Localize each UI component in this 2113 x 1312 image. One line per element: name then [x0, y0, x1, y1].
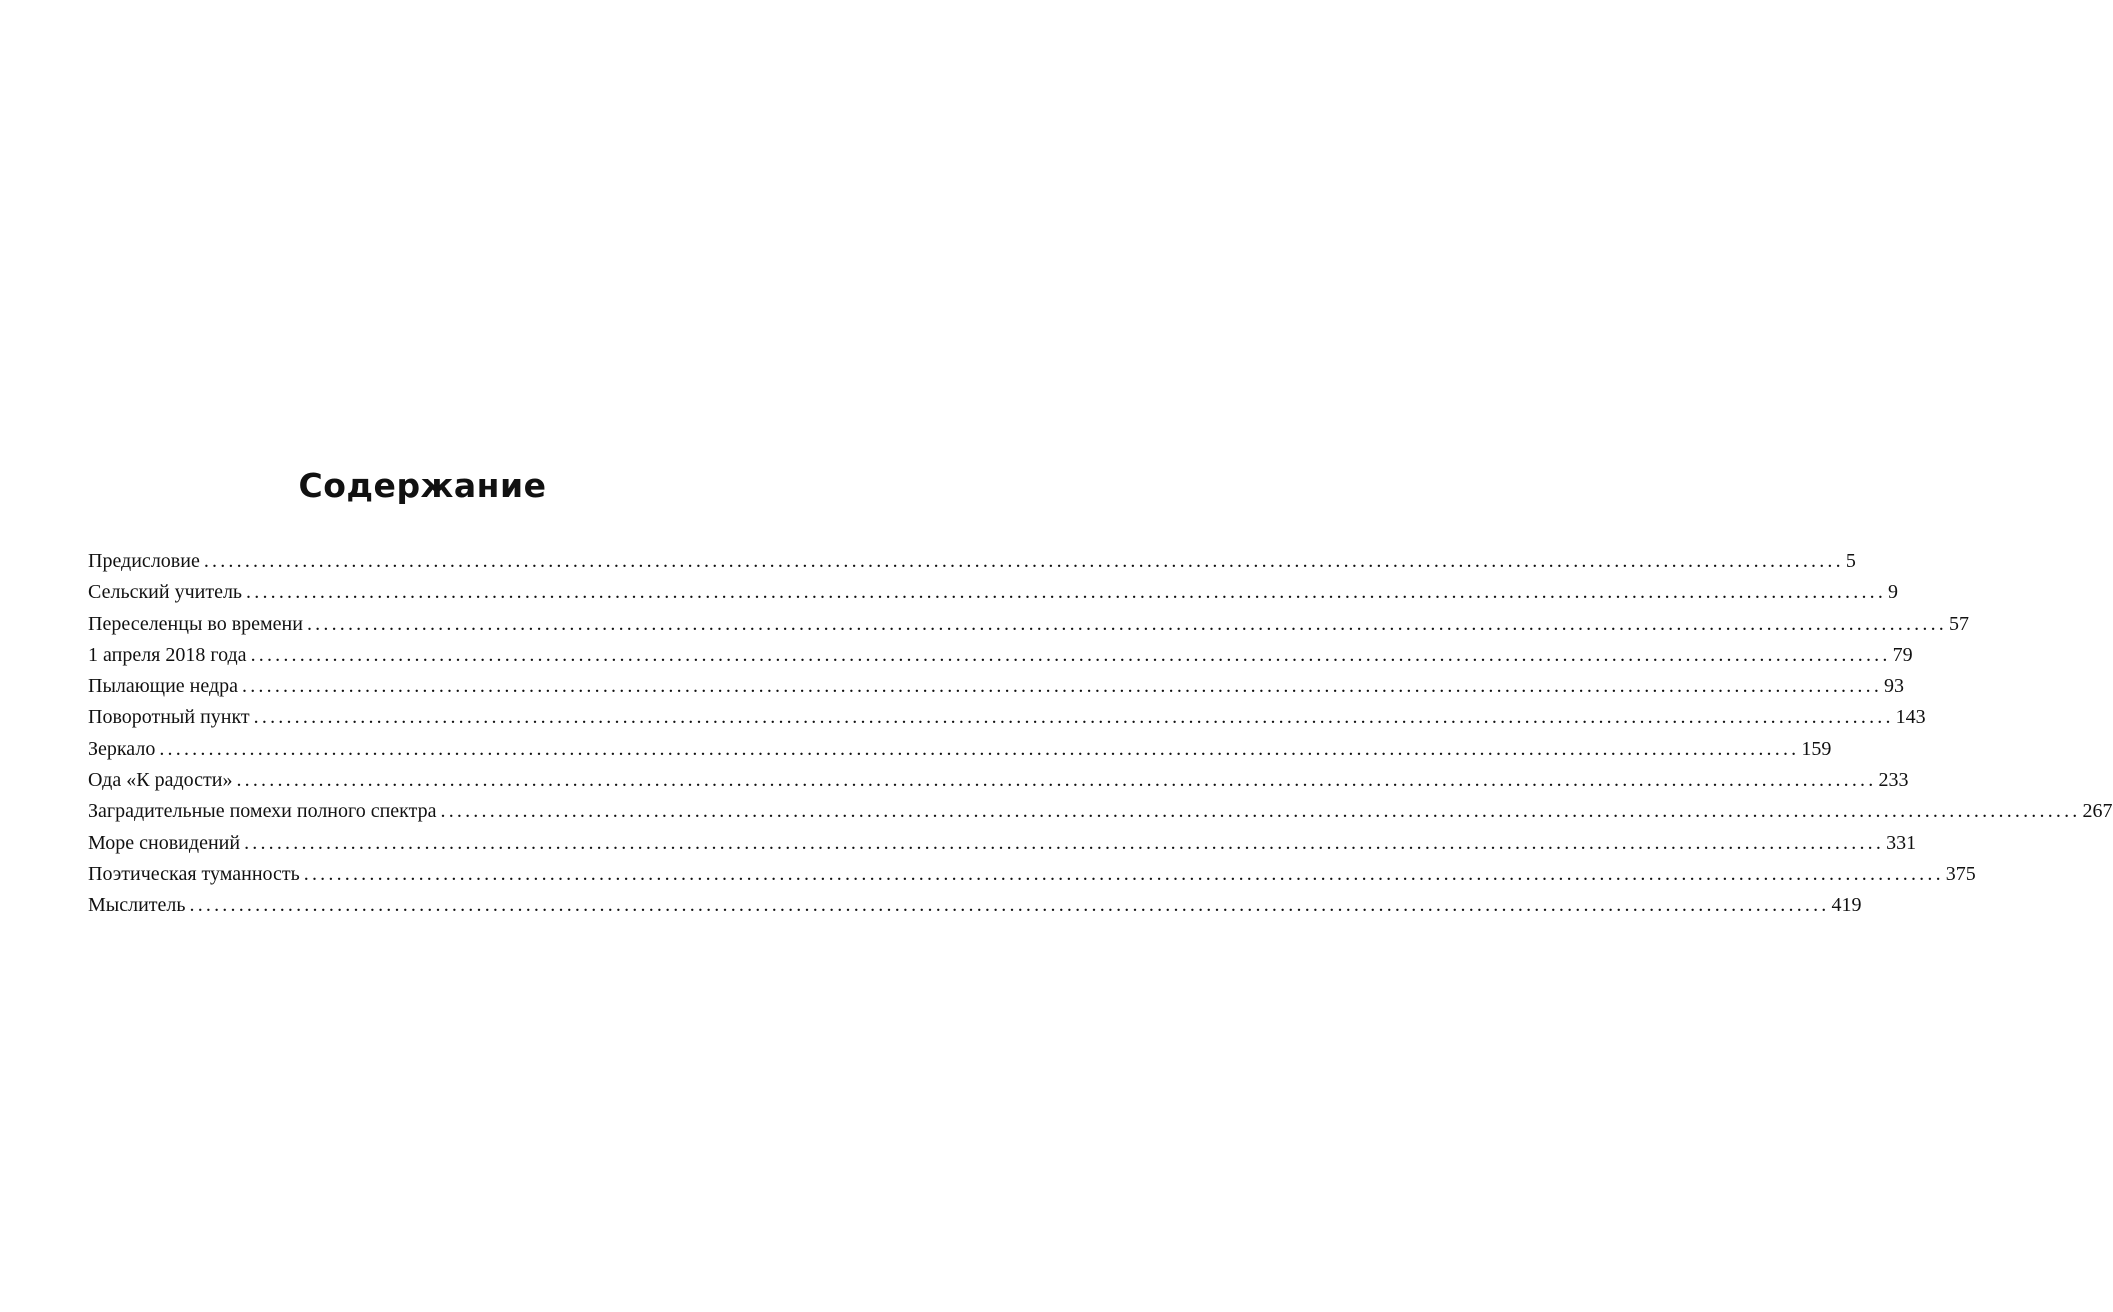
toc-entry-title: Мыслитель — [88, 894, 186, 917]
toc-entry — [88, 859, 1976, 890]
toc-page-number: 79 — [1892, 643, 1913, 666]
table-of-contents — [88, 546, 2113, 922]
toc-entry — [88, 734, 1832, 765]
toc-entry — [88, 765, 1909, 796]
toc-entry-title: Поэтическая туманность — [88, 862, 300, 885]
dot-leader: ........................................................................................................................................................................................................ — [253, 706, 1894, 729]
toc-page-number: 233 — [1878, 769, 1909, 792]
dot-leader: ........................................................................................................................................................................................................ — [203, 550, 1844, 572]
toc-page-number: 143 — [1895, 706, 1926, 729]
toc-page-number: 5 — [1845, 550, 1856, 572]
toc-page-number: 57 — [1948, 612, 1969, 635]
toc-page-number: 419 — [1831, 894, 1862, 917]
toc-entry — [88, 609, 1969, 640]
toc-page-number: 93 — [1884, 675, 1905, 698]
dot-leader: ........................................................................................................................................................................................................ — [189, 894, 1830, 917]
dot-leader: ........................................................................................................................................................................................................ — [236, 769, 1877, 792]
toc-entry — [88, 828, 1917, 859]
toc-page-number: 267 — [2082, 800, 2113, 823]
toc-entry-title: Море сновидений — [88, 831, 241, 854]
toc-page-number: 9 — [1888, 581, 1899, 604]
toc-entry-title: Сельский учитель — [88, 581, 243, 604]
dot-leader: ........................................................................................................................................................................................................ — [303, 862, 1944, 885]
toc-entry-title: 1 апреля 2018 года — [88, 643, 247, 666]
dot-leader: ........................................................................................................................................................................................................ — [242, 675, 1883, 698]
toc-entry-title: Переселенцы во времени — [88, 612, 303, 635]
toc-title: Содержание — [298, 466, 547, 505]
dot-leader: ........................................................................................................................................................................................................ — [440, 800, 2081, 823]
toc-entry — [88, 640, 1913, 671]
dot-leader: ........................................................................................................................................................................................................ — [159, 737, 1800, 760]
toc-entry — [88, 671, 1905, 702]
toc-entry — [88, 702, 1926, 733]
dot-leader: ........................................................................................................................................................................................................ — [246, 581, 1887, 604]
toc-entry-title: Поворотный пункт — [88, 706, 250, 729]
toc-page-number: 375 — [1945, 862, 1976, 885]
toc-entry — [88, 577, 1899, 608]
dot-leader: ........................................................................................................................................................................................................ — [250, 643, 1891, 666]
dot-leader: ........................................................................................................................................................................................................ — [244, 831, 1885, 854]
toc-entry-title: Предисловие — [88, 550, 200, 572]
toc-entry-title: Пылающие недра — [88, 675, 239, 698]
toc-entry — [88, 546, 1856, 577]
toc-page-number: 159 — [1801, 737, 1832, 760]
toc-entry — [88, 890, 1862, 921]
toc-entry — [88, 796, 2113, 827]
toc-entry-title: Ода «К радости» — [88, 769, 233, 792]
toc-entry-title: Зеркало — [88, 737, 156, 760]
dot-leader: ........................................................................................................................................................................................................ — [306, 612, 1947, 635]
toc-entry-title: Заградительные помехи полного спектра — [88, 800, 437, 823]
toc-page-number: 331 — [1886, 831, 1917, 854]
